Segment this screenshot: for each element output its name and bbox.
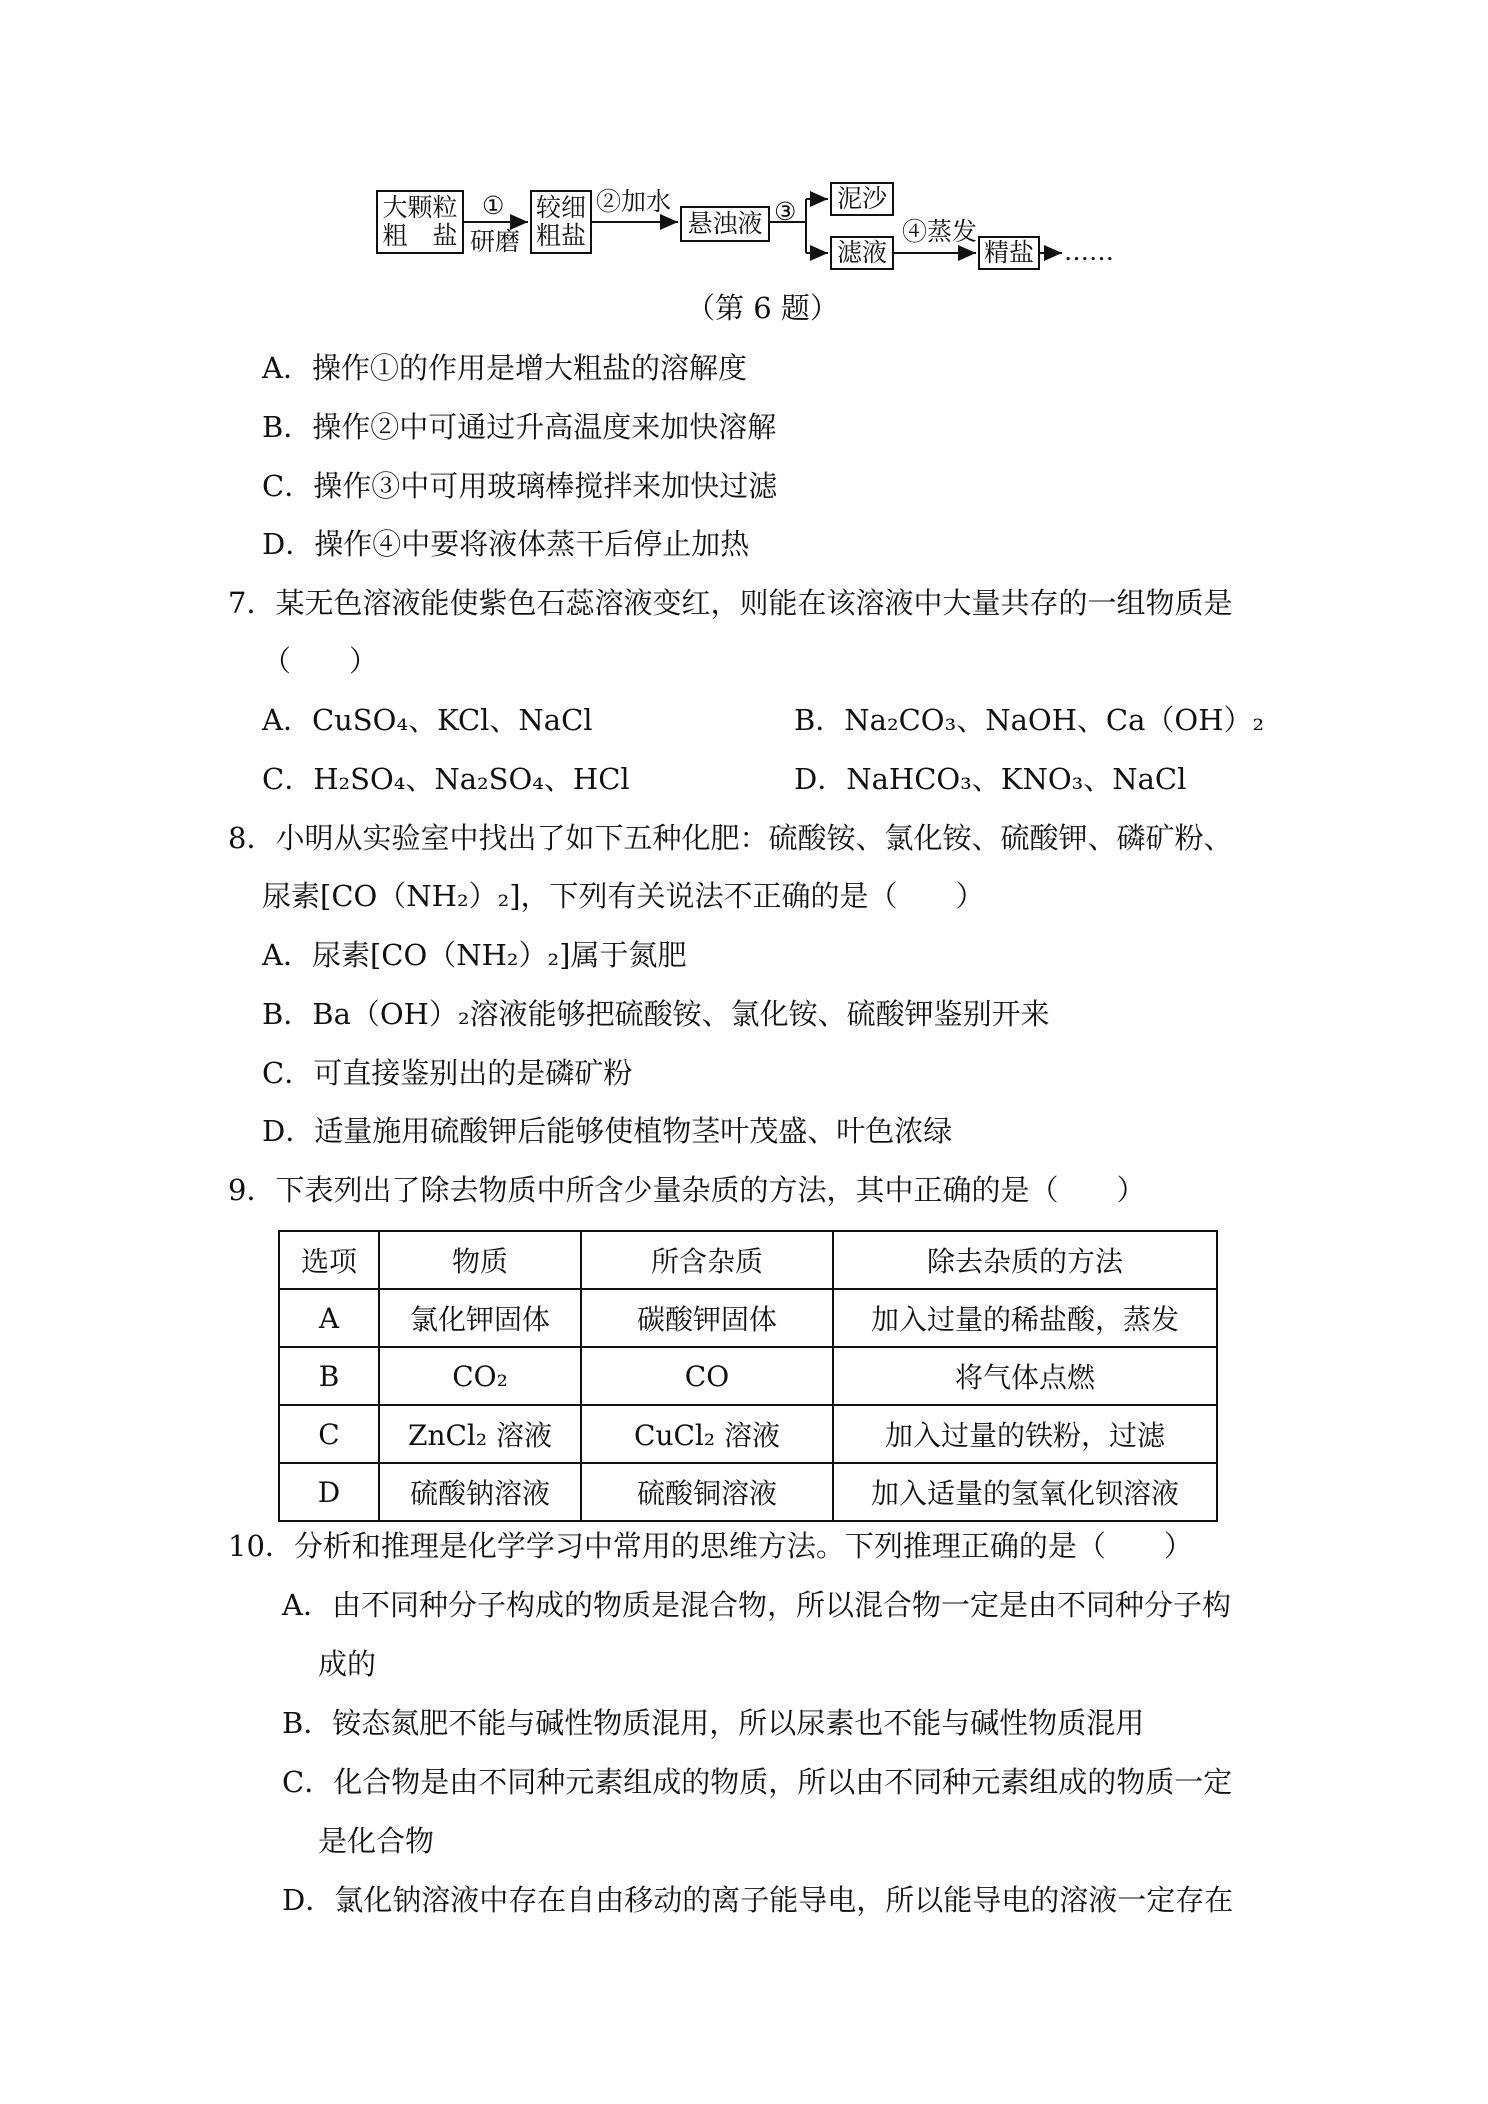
q6-option-a: A．操作①的作用是增大粗盐的溶解度 — [262, 351, 747, 385]
q7-option-c: C．H₂SO₄、Na₂SO₄、HCl — [262, 762, 630, 796]
box-suspension: 悬浊液 — [680, 206, 770, 242]
box-coarse-salt-line1: 大颗粒 — [382, 193, 458, 222]
table-header-cell: 物质 — [379, 1231, 581, 1289]
step1-number: ① — [482, 191, 505, 220]
table-cell: 加入过量的铁粉，过滤 — [833, 1405, 1217, 1463]
table-cell: 碳酸钾固体 — [581, 1289, 833, 1347]
step4-label: ④蒸发 — [902, 217, 978, 246]
q10-option-d-line1: D．氯化钠溶液中存在自由移动的离子能导电，所以能导电的溶液一定存在 — [282, 1883, 1234, 1917]
table-header-cell: 选项 — [279, 1231, 379, 1289]
table-cell: CO₂ — [379, 1347, 581, 1405]
q7-option-b: B．Na₂CO₃、NaOH、Ca（OH）₂ — [794, 703, 1265, 737]
step3-label: ③ — [774, 197, 797, 226]
q8-option-b: B．Ba（OH）₂溶液能够把硫酸铵、氯化铵、硫酸钾鉴别开来 — [262, 997, 1050, 1031]
q7-answer-paren: （ ） — [262, 644, 379, 678]
table-cell: 加入适量的氢氧化钡溶液 — [833, 1463, 1217, 1521]
q10-stem: 10．分析和推理是化学学习中常用的思维方法。下列推理正确的是（ ） — [228, 1529, 1193, 1563]
table-row — [279, 1405, 1217, 1463]
step2-label: ②加水 — [596, 187, 672, 216]
q10-option-c-line2: 是化合物 — [318, 1824, 435, 1858]
table-row — [279, 1347, 1217, 1405]
table-header-cell: 所含杂质 — [581, 1231, 833, 1289]
table-cell: 硫酸铜溶液 — [581, 1463, 833, 1521]
table-header-cell: 除去杂质的方法 — [833, 1231, 1217, 1289]
q8-stem-line2: 尿素[CO（NH₂）₂]，下列有关说法不正确的是（ ） — [262, 879, 985, 913]
flow-arrows — [0, 0, 1488, 320]
q6-option-c: C．操作③中可用玻璃棒搅拌来加快过滤 — [262, 469, 778, 503]
box-filtrate: 滤液 — [830, 236, 894, 270]
table-cell: 氯化钾固体 — [379, 1289, 581, 1347]
figure-caption: （第 6 题） — [686, 291, 839, 325]
box-fine-salt-line2: 粗盐 — [535, 221, 586, 250]
q7-stem: 7．某无色溶液能使紫色石蕊溶液变红，则能在该溶液中大量共存的一组物质是 — [228, 586, 1233, 620]
step1-label: 研磨 — [470, 227, 521, 256]
table-cell: B — [279, 1347, 379, 1405]
q10-option-c-line1: C．化合物是由不同种元素组成的物质，所以由不同种元素组成的物质一定 — [282, 1765, 1233, 1799]
table-cell: A — [279, 1289, 379, 1347]
table-cell: D — [279, 1463, 379, 1521]
q8-option-a: A．尿素[CO（NH₂）₂]属于氮肥 — [262, 938, 687, 972]
q6-option-b: B．操作②中可通过升高温度来加快溶解 — [262, 410, 777, 444]
q9-table — [278, 1230, 1218, 1522]
q7-option-a: A．CuSO₄、KCl、NaCl — [262, 703, 593, 737]
q10-option-b: B．铵态氮肥不能与碱性物质混用，所以尿素也不能与碱性物质混用 — [282, 1706, 1145, 1740]
table-row — [279, 1463, 1217, 1521]
table-cell: ZnCl₂ 溶液 — [379, 1405, 581, 1463]
q10-option-a-line2: 成的 — [318, 1647, 377, 1681]
box-sand: 泥沙 — [830, 182, 894, 216]
box-coarse-salt-line2: 粗 盐 — [382, 221, 458, 250]
table-cell: CuCl₂ 溶液 — [581, 1405, 833, 1463]
table-header-row — [279, 1231, 1217, 1289]
q8-option-d: D．适量施用硫酸钾后能够使植物茎叶茂盛、叶色浓绿 — [262, 1114, 953, 1148]
ellipsis: …… — [1064, 237, 1114, 266]
table-cell: C — [279, 1405, 379, 1463]
q8-stem-line1: 8．小明从实验室中找出了如下五种化肥：硫酸铵、氯化铵、硫酸钾、磷矿粉、 — [228, 821, 1233, 855]
q7-option-d: D．NaHCO₃、KNO₃、NaCl — [794, 762, 1187, 796]
box-refined-salt: 精盐 — [978, 236, 1040, 270]
q9-stem: 9．下表列出了除去物质中所含少量杂质的方法，其中正确的是（ ） — [228, 1173, 1146, 1207]
table-cell: CO — [581, 1347, 833, 1405]
table-cell: 硫酸钠溶液 — [379, 1463, 581, 1521]
box-fine-salt-line1: 较细 — [535, 193, 586, 222]
q6-option-d: D．操作④中要将液体蒸干后停止加热 — [262, 527, 750, 561]
table-cell: 加入过量的稀盐酸，蒸发 — [833, 1289, 1217, 1347]
q8-option-c: C．可直接鉴别出的是磷矿粉 — [262, 1056, 633, 1090]
table-row — [279, 1289, 1217, 1347]
q10-option-a-line1: A．由不同种分子构成的物质是混合物，所以混合物一定是由不同种分子构 — [282, 1588, 1231, 1622]
table-cell: 将气体点燃 — [833, 1347, 1217, 1405]
